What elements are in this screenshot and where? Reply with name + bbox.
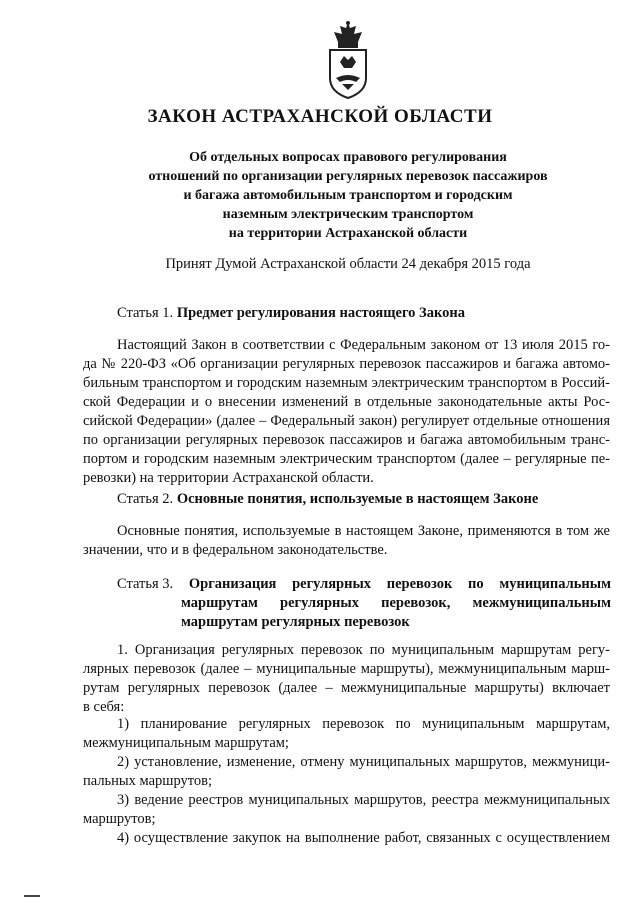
text-line: 2) установление, изменение, отмену муниципальных маршрутов, межмуници-: [117, 754, 610, 770]
coat-of-arms-emblem: [322, 20, 374, 102]
text-line: по организации регулярных перевозок пассажиров и багажа автомобильным транс-: [83, 432, 610, 448]
article-3-subitem-4: [83, 829, 610, 848]
text-line: 4) осуществление закупок на выполнение работ, связанных с осуществлением: [117, 830, 610, 846]
article-title: Предмет регулирования настоящего Закона: [176, 305, 465, 321]
text-line: 1) планирование регулярных перевозок по муниципальным маршрутам,: [117, 716, 610, 732]
subtitle-line: на территории Астраханской области: [228, 226, 468, 241]
heading-word: регулярных: [292, 576, 372, 592]
text-line: лярных перевозок (далее – муниципальные маршруты), межмуниципальным марш-: [83, 661, 610, 677]
heading-word: Организация: [188, 576, 277, 592]
heading-word: муниципальным: [499, 576, 611, 592]
subtitle-line: Об отдельных вопросах правового регулирования: [189, 150, 507, 165]
article-title: Основные понятия, используемые в настоящем Законе: [176, 491, 539, 507]
document-title: ЗАКОН АСТРАХАНСКОЙ ОБЛАСТИ: [147, 106, 493, 127]
article-2-text: [83, 522, 610, 560]
heading-word: регулярных: [280, 595, 359, 611]
text-line: маршрутов;: [83, 811, 156, 827]
text-line: ревозки) на территории Астраханской области.: [83, 470, 374, 486]
heading-word: перевозок,: [381, 595, 451, 611]
article-3-subitem-1: [83, 715, 610, 753]
article-3-subitem-2: [83, 753, 610, 791]
page-edge-mark: [24, 895, 40, 897]
text-line: 3) ведение реестров муниципальных маршрутов, реестра межмуниципальных: [117, 792, 610, 808]
text-line: рутам регулярных перевозок (далее – межмуниципальные маршруты) включает: [83, 680, 610, 696]
text-line: межмуниципальным маршрутам;: [83, 735, 289, 751]
text-line: значении, что и в федеральном законодательстве.: [83, 542, 388, 558]
subtitle-line: наземным электрическим транспортом: [222, 207, 474, 222]
heading-line: маршрутам регулярных перевозок: [181, 614, 410, 630]
text-line: пальных маршрутов;: [83, 773, 213, 789]
article-1-text: [83, 336, 610, 488]
heading-word: межмуниципальным: [472, 595, 611, 611]
article-label: Статья 3.: [117, 576, 174, 592]
text-line: да № 220-ФЗ «Об организации регулярных перевозок пассажиров и багажа автомо-: [83, 356, 610, 372]
article-3-subitem-3: [83, 791, 610, 829]
adoption-note: Принят Думой Астраханской области 24 декабря 2015 года: [165, 256, 531, 272]
article-1-heading: [117, 305, 465, 322]
text-line: портом и городским наземным электрическим транспортом (далее – регулярные пе-: [83, 451, 610, 467]
heading-word: маршрутам: [181, 595, 258, 611]
heading-word: перевозок: [386, 576, 453, 592]
text-line: сийской Федерации» (далее – Федеральный закон) регулирует отдельные отношения: [83, 413, 610, 429]
text-line: ской Федерации и о внесении изменений в отдельные законодательные акты Рос-: [83, 394, 610, 410]
article-2-heading: [117, 491, 538, 508]
subtitle-line: и багажа автомобильным транспортом и городским: [183, 188, 513, 203]
article-label: Статья 1.: [117, 305, 174, 321]
heading-word: по: [468, 576, 484, 592]
text-line: Настоящий Закон в соответствии с Федеральным законом от 13 июля 2015 го-: [117, 337, 610, 353]
article-label: Статья 2.: [117, 491, 174, 507]
text-line: Основные понятия, используемые в настоящем Законе, применяются в том же: [117, 523, 610, 539]
text-line: в себя:: [83, 699, 125, 715]
text-line: 1. Организация регулярных перевозок по муниципальным маршрутам регу-: [117, 642, 610, 658]
document-subtitle: [80, 148, 616, 243]
article-3-heading: [117, 575, 611, 632]
subtitle-line: отношений по организации регулярных перевозок пассажиров: [148, 169, 548, 184]
article-3-item-1: [83, 641, 610, 717]
text-line: бильным транспортом и городским наземным электрическим транспортом в Россий-: [83, 375, 610, 391]
